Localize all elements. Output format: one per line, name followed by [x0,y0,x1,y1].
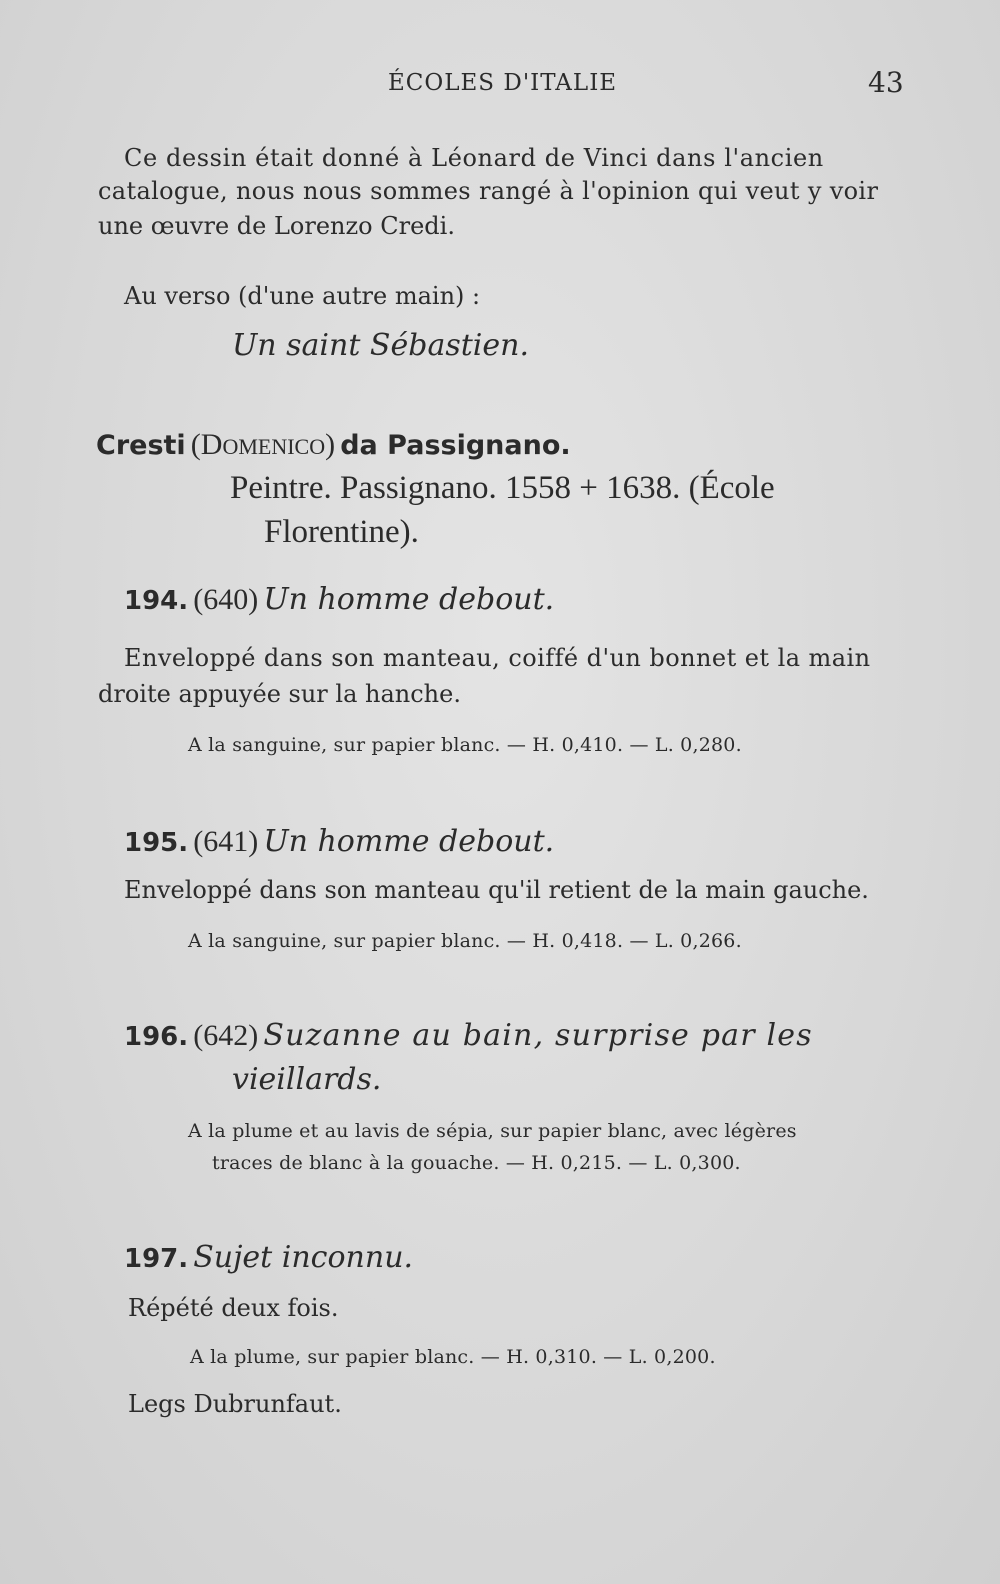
entry-number: 194. [124,586,189,616]
artist-heading [96,428,571,462]
artist-surname: Cresti [96,430,186,461]
entry-197-desc-line-1: Répété deux fois. [128,1294,339,1322]
verso-title: Un saint Sébastien. [232,328,529,363]
intro-line-3: une œuvre de Lorenzo Credi. [98,212,455,240]
entry-196-technique-line-2: traces de blanc à la gouache. — H. 0,215. — L. 0,300. [212,1152,741,1174]
entry-197-heading [124,1240,413,1275]
artist-suffix: da Passignano. [340,430,571,461]
artist-detail-line-1: Peintre. Passignano. 1558 + 1638. (École [230,470,775,506]
entry-title: Sujet inconnu. [193,1240,414,1275]
entry-197-technique: A la plume, sur papier blanc. — H. 0,310. — L. 0,200. [190,1346,716,1368]
intro-line-2: catalogue, nous nous sommes rangé à l'opinion qui veut y voir [98,177,879,205]
running-header: ÉCOLES D'ITALIE [388,70,618,96]
verso-label: Au verso (d'une autre main) : [124,282,481,310]
entry-number: 197. [124,1244,189,1274]
entry-194-desc-line-1: Enveloppé dans son manteau, coiffé d'un bonnet et la main [124,644,871,672]
page-number: 43 [868,66,904,99]
entry-196-technique-line-1: A la plume et au lavis de sépia, sur papier blanc, avec légères [188,1120,797,1142]
inventory-number: (641) [193,825,259,858]
entry-197-provenance: Legs Dubrunfaut. [128,1390,342,1418]
entry-195-heading [124,824,554,859]
entry-195-desc-line-1: Enveloppé dans son manteau qu'il retient de la main gauche. [124,876,869,904]
entry-196-title-line-2: vieillards. [232,1062,382,1097]
entry-title: Un homme debout. [263,824,555,859]
artist-first-name: (DOMENICO) [190,428,336,461]
entry-title: Un homme debout. [263,582,555,617]
entry-title: Suzanne au bain, surprise par les [263,1018,813,1053]
inventory-number: (642) [193,1019,259,1052]
entry-194-desc-line-2: droite appuyée sur la hanche. [98,680,461,708]
entry-194-technique: A la sanguine, sur papier blanc. — H. 0,410. — L. 0,280. [188,734,742,756]
entry-number: 195. [124,828,189,858]
intro-line-1: Ce dessin était donné à Léonard de Vinci dans l'ancien [124,144,824,172]
entry-196-heading [124,1018,813,1053]
entry-194-heading [124,582,554,617]
inventory-number: (640) [193,583,259,616]
artist-detail-line-2: Florentine). [264,514,419,550]
entry-195-technique: A la sanguine, sur papier blanc. — H. 0,418. — L. 0,266. [188,930,742,952]
entry-number: 196. [124,1022,189,1052]
